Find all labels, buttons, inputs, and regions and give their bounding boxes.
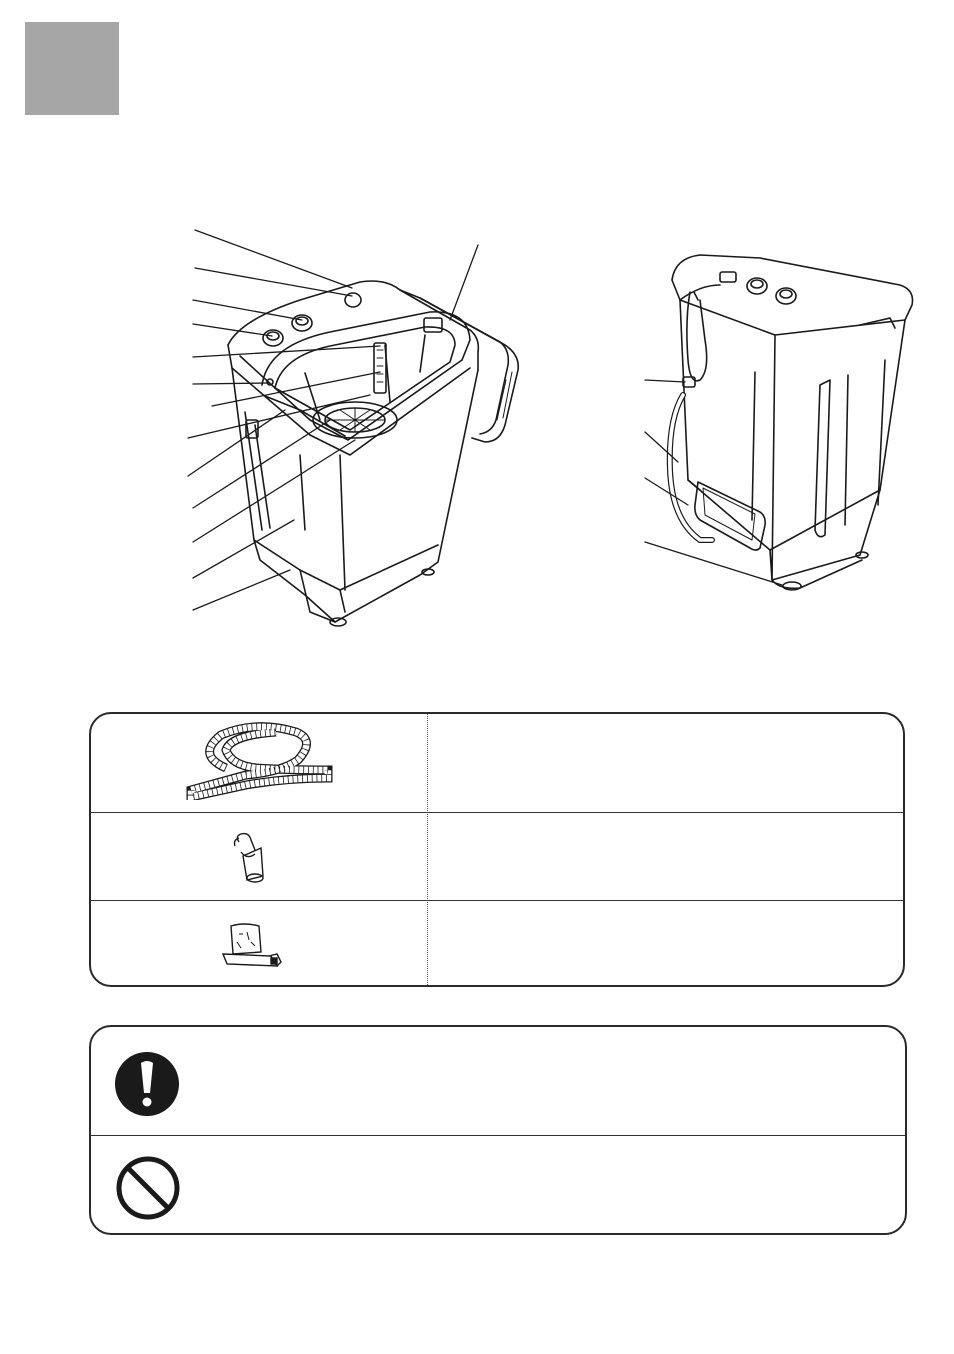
note-divider <box>91 1135 905 1136</box>
caution-notes-box <box>89 1025 907 1235</box>
column-divider <box>427 714 428 985</box>
note-row-mandatory <box>91 1027 905 1135</box>
accessory-row-lint-filter <box>91 900 903 987</box>
accessory-row-drain-hose <box>91 714 903 813</box>
lint-filter-icon <box>219 920 284 972</box>
exclamation-mandatory-icon <box>114 1051 180 1117</box>
back-view-callouts <box>645 380 782 585</box>
note-row-prohibited <box>91 1137 905 1235</box>
drain-hose-icon <box>186 720 336 800</box>
washing-machine-front-view <box>228 281 518 626</box>
accessories-table <box>89 712 905 987</box>
prohibition-icon <box>115 1155 181 1221</box>
washing-machine-back-view <box>670 255 913 590</box>
accessory-row-hose-elbow <box>91 812 903 901</box>
hose-elbow-icon <box>231 832 271 888</box>
